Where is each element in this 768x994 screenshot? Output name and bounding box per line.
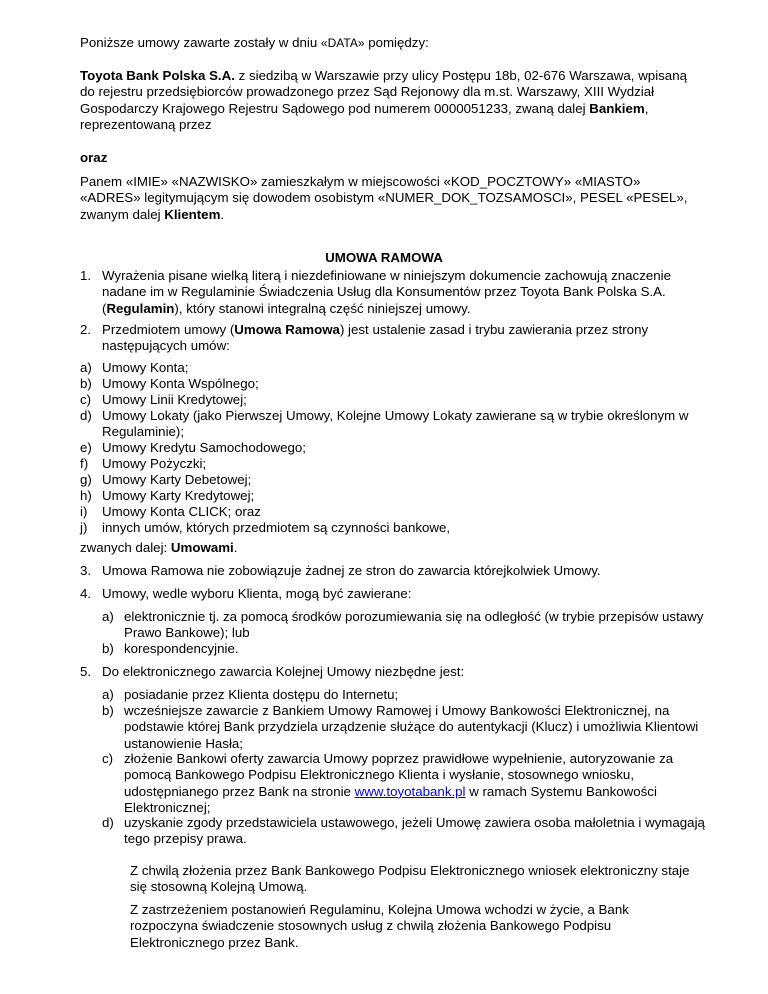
clause-2-item-a-label: a) bbox=[80, 360, 92, 375]
clause-4-number: 4. bbox=[80, 586, 92, 601]
clause-2-item-c: Umowy Linii Kredytowej; bbox=[102, 392, 247, 407]
clause-2-item-e-label: e) bbox=[80, 440, 92, 455]
clause-5-item-c-prefix: złożenie Bankowi oferty zawarcia Umowy poprzez prawidłowe wypełnienie, autoryzowanie za pomocą Bankowego Podpisu Elektronicznego Klienta i wysłanie, stosownego wniosku, udostępnianego przez Bank na stronie bbox=[124, 751, 674, 799]
clause-2-item-i: Umowy Konta CLICK; oraz bbox=[102, 504, 261, 519]
clause-3-text: Umowa Ramowa nie zobowiązuje żadnej ze stron do zawarcia którejkolwiek Umowy. bbox=[102, 563, 601, 578]
client-party-text: Panem «IMIE» «NAZWISKO» zamieszkałym w miejscowości «KOD_POCZTOWY» «MIASTO» «ADRES» legitymującym się dowodem osobistym «NUMER_DOK_TOZSAMOSCI», PESEL «PESEL», zwanym dalej bbox=[80, 174, 688, 222]
client-party-paragraph bbox=[80, 174, 700, 223]
oraz-label: oraz bbox=[80, 150, 108, 165]
clause-5-item-b: wcześniejsze zawarcie z Bankiem Umowy Ramowej i Umowy Bankowości Elektronicznej, na podstawie której Bank przydziela urządzenie służące do autentykacji (Klucz) i umożliwia Klientowi ustanowienie Hasła; bbox=[124, 703, 699, 751]
clause-2-item-d: Umowy Lokaty (jako Pierwszej Umowy, Kolejne Umowy Lokaty zawierane są w trybie określonym w Regulaminie); bbox=[102, 408, 689, 440]
clause-5-item-d: uzyskanie zgody przedstawiciela ustawowego, jeżeli Umowę zawiera osoba małoletnia i wymagają tego przepisy prawa. bbox=[124, 815, 705, 847]
clause-4-item-b-label: b) bbox=[102, 641, 114, 656]
clause-5-item-c-suffix: w ramach Systemu Bankowości Elektronicznej; bbox=[124, 783, 657, 816]
clause-2-item-b: Umowy Konta Wspólnego; bbox=[102, 376, 259, 391]
intro-line bbox=[80, 35, 700, 51]
clause-1-bold: Regulamin bbox=[106, 300, 175, 316]
clause-2-item-d-label: d) bbox=[80, 408, 92, 423]
clause-5-after-1: Z chwilą złożenia przez Bank Bankowego Podpisu Elektronicznego wniosek elektroniczny staje się stosowną Kolejną Umową. bbox=[130, 863, 690, 895]
clause-2-after bbox=[80, 540, 700, 556]
clause-5-item-b-label: b) bbox=[102, 703, 114, 718]
clause-2-item-f-label: f) bbox=[80, 456, 89, 471]
clause-5-text: Do elektronicznego zawarcia Kolejnej Umowy niezbędne jest: bbox=[102, 664, 465, 679]
clause-5-item-d-label: d) bbox=[102, 815, 114, 830]
clause-1-part2: ), który stanowi integralną część niniejszej umowy. bbox=[174, 300, 471, 316]
clause-5-number: 5. bbox=[80, 664, 92, 679]
intro-prefix: Poniższe umowy zawarte zostały w dniu bbox=[80, 35, 321, 50]
clause-2-item-f: Umowy Pożyczki; bbox=[102, 456, 207, 471]
clause-2-after-prefix: zwanych dalej: bbox=[80, 540, 171, 555]
client-party-end: . bbox=[220, 206, 225, 222]
clause-2-part2: ) jest ustalenie zasad i trybu zawierania przez strony następujących umów: bbox=[102, 322, 649, 354]
clause-2-item-h-label: h) bbox=[80, 488, 92, 503]
clause-2-after-bold: Umowami bbox=[170, 540, 234, 555]
clause-2-item-b-label: b) bbox=[80, 376, 92, 391]
clause-1-part1: Wyrażenia pisane wielką literą i niezdefiniowane w niniejszym dokumencie zachowują znaczenie nadane im w Regulaminie Świadczenia Usług dla Konsumentów przez Toyota Bank Polska S.A. ( bbox=[102, 268, 671, 316]
clause-2-number: 2. bbox=[80, 322, 92, 337]
clause-2-item-e: Umowy Kredytu Samochodowego; bbox=[102, 440, 306, 455]
clause-2-bold: Umowa Ramowa bbox=[234, 322, 340, 337]
clause-2-text bbox=[102, 322, 702, 355]
clause-5-item-c bbox=[124, 751, 709, 817]
bank-party-paragraph bbox=[80, 68, 700, 134]
clause-2-item-g-label: g) bbox=[80, 472, 92, 487]
date-field: «DATA» bbox=[320, 36, 365, 50]
clause-2-item-i-label: i) bbox=[80, 504, 88, 519]
clause-4-item-a: elektronicznie tj. za pomocą środków porozumiewania się na odległość (w trybie przepisów ustawy Prawo Bankowe); lub bbox=[124, 609, 704, 641]
client-alias: Klientem bbox=[164, 206, 221, 222]
clause-1-text bbox=[102, 268, 702, 317]
clause-2-after-end: . bbox=[233, 540, 238, 555]
bank-alias: Bankiem bbox=[589, 100, 645, 116]
document-title: UMOWA RAMOWA bbox=[325, 250, 443, 265]
bank-name: Toyota Bank Polska S.A. bbox=[80, 68, 235, 83]
clause-1-number: 1. bbox=[80, 268, 92, 283]
clause-4-text: Umowy, wedle wyboru Klienta, mogą być zawierane: bbox=[102, 586, 412, 601]
clause-5-item-a: posiadanie przez Klienta dostępu do Internetu; bbox=[124, 687, 399, 702]
clause-4-item-b: korespondencyjnie. bbox=[124, 641, 239, 656]
bank-party-text-end: , reprezentowaną przez bbox=[80, 100, 649, 133]
clause-2-part1: Przedmiotem umowy ( bbox=[102, 322, 235, 337]
clause-4-item-a-label: a) bbox=[102, 609, 114, 624]
clause-5-after-2: Z zastrzeżeniem postanowień Regulaminu, Kolejna Umowa wchodzi w życie, a Bank rozpoczyna świadczenie stosownych usług z chwilą złożenia Bankowego Podpisu Elektronicznego przez Bank. bbox=[130, 902, 629, 950]
clause-3-number: 3. bbox=[80, 563, 92, 578]
clause-2-item-h: Umowy Karty Kredytowej; bbox=[102, 488, 255, 503]
clause-2-item-c-label: c) bbox=[80, 392, 92, 407]
clause-2-item-a: Umowy Konta; bbox=[102, 360, 189, 375]
clause-2-item-j: innych umów, których przedmiotem są czynności bankowe, bbox=[102, 520, 451, 535]
clause-2-item-g: Umowy Karty Debetowej; bbox=[102, 472, 252, 487]
toyotabank-link[interactable]: www.toyotabank.pl bbox=[354, 783, 466, 799]
clause-5-item-c-label: c) bbox=[102, 751, 114, 766]
clause-2-item-j-label: j) bbox=[80, 520, 88, 535]
clause-5-item-a-label: a) bbox=[102, 687, 114, 702]
bank-party-text: z siedzibą w Warszawie przy ulicy Postępu 18b, 02-676 Warszawa, wpisaną do rejestru przedsiębiorców prowadzonego przez Sąd Rejonowy dla m.st. Warszawy, XIII Wydział Gospodarczy Krajowego Rejestru Sądowego pod numerem 0000051233, zwaną dalej bbox=[80, 68, 687, 116]
intro-suffix: pomiędzy: bbox=[364, 35, 429, 50]
